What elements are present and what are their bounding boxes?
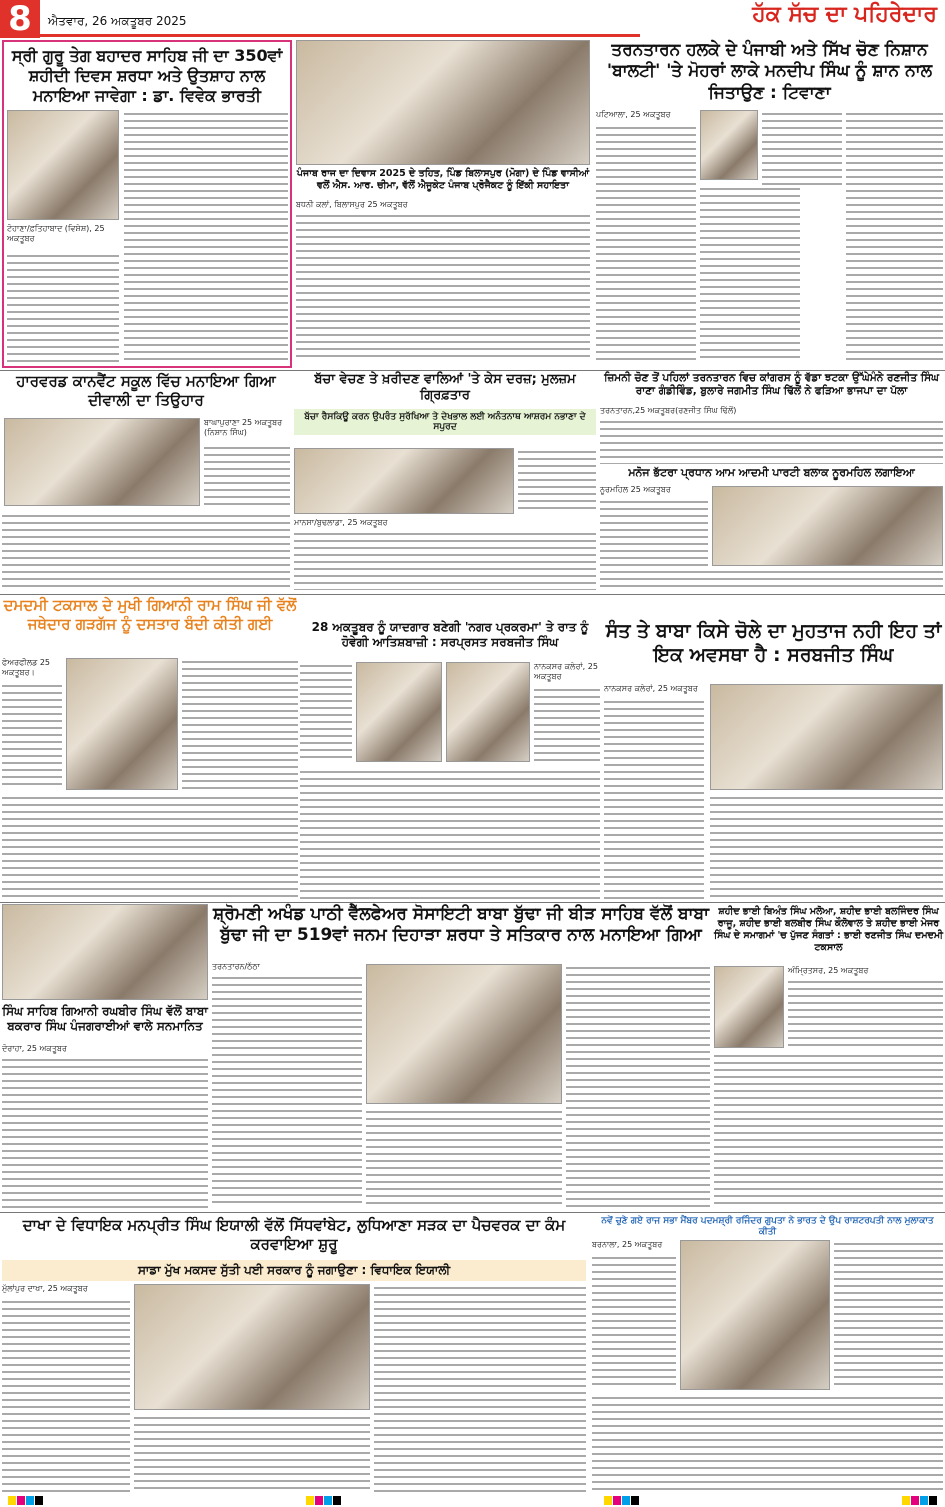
- headline: ਨਵੇਂ ਚੁਣੇ ਗਏ ਰਾਜ ਸਭਾ ਮੈਂਬਰ ਪਦਮਸ਼੍ਰੀ ਰਜਿੰਦਰ ਗੁਪਤਾ ਨੇ ਭਾਰਤ ਦੇ ਉਪ ਰਾਸ਼ਟਰਪਤੀ ਨਾਲ ਮੁਲਾਕਾਤ ਕੀਤੀ: [601, 1216, 934, 1238]
- article-harvard-diwali: [2, 372, 290, 592]
- article-body-text: [600, 568, 943, 590]
- article-body-text: [300, 662, 352, 762]
- article-photo: [680, 1240, 830, 1390]
- article-body-text: [592, 1394, 943, 1492]
- article-photo: [134, 1284, 370, 1410]
- headline: ਪੰਜਾਬ ਰਾਜ ਦਾ ਦਿਵਾਸ 2025 ਦੇ ਤਹਿਤ, ਪਿੰਡ ਬਿਲਾਸਪੁਰ (ਮੋਗਾ) ਦੇ ਪਿੰਡ ਵਾਸੀਆਂ ਵਲੋਂ ਐਸ. ਆਰ. ਚੀਮਾ, ਵੱਲੋਂ ਐਜੂਕੇਟ ਪੰਜਾਬ ਪ੍ਰੋਜੈਕਟ ਨੂੰ ਇੱਕੀ ਸਹਾਇਤਾ: [296, 168, 590, 191]
- column-divider: [0, 902, 945, 903]
- dateline: ਮੁੱਲਾਂਪੁਰ ਦਾਖਾ, 25 ਅਕਤੂਬਰ: [2, 1284, 130, 1294]
- article-photo: [356, 662, 442, 762]
- headline: ਤਰਨਤਾਰਨ ਹਲਕੇ ਦੇ ਪੰਜਾਬੀ ਅਤੇ ਸਿੱਖ ਚੋਣ ਨਿਸ਼ਾਨ 'ਬਾਲਟੀ' 'ਤੇ ਮੋਹਰਾਂ ਲਾਕੇ ਮਨਦੀਪ ਸਿੰਘ ਨੂੰ ਸ਼ਾਨ ਨਾਲ ਜਿਤਾਉਣ : ਟਿਵਾਣਾ: [606, 40, 933, 103]
- dateline: ਅੰਮ੍ਰਿਤਸਰ, 25 ਅਕਤੂਬਰ: [788, 966, 943, 976]
- headline: ਸੰਤ ਤੇ ਬਾਬਾ ਕਿਸੇ ਚੋਲੇ ਦਾ ਮੁਹਤਾਜ ਨਹੀ ਇਹ ਤਾਂ ਇਕ ਅਵਸਥਾ ਹੈ : ਸਰਬਜੀਤ ਸਿੰਘ: [605, 620, 942, 666]
- dateline: ਬਾਘਾਪੁਰਾਣਾ 25 ਅਕਤੂਬਰ (ਨਿਸ਼ਾਨ ਸਿੰਘ): [204, 418, 290, 437]
- article-raghbir-singh: [2, 904, 208, 1210]
- article-photo: [2, 904, 208, 1000]
- article-sant-baba: [604, 620, 943, 902]
- article-body-text: [2, 1298, 130, 1492]
- article-body-text: [2, 1056, 208, 1208]
- article-body-text: [7, 252, 119, 362]
- article-body-text: [374, 1284, 586, 1492]
- article-body-text: [788, 978, 943, 1048]
- article-body-text: [212, 974, 362, 1208]
- article-body-text: [604, 698, 704, 900]
- headline: ਸਿੰਘ ਸਾਹਿਬ ਗਿਆਨੀ ਰਘਬੀਰ ਸਿੰਘ ਵੱਲੋਂ ਬਾਬਾ ਬਕਰਾਰ ਸਿੰਘ ਪੰਜਗਰਾਈਆਂ ਵਾਲੇ ਸਨਮਾਨਿਤ: [2, 1004, 208, 1033]
- article-photo: [446, 662, 530, 762]
- newspaper-logo: ਹੱਕ ਸੱਚ ਦਾ ਪਹਿਰੇਦਾਰ: [752, 2, 937, 27]
- column-divider: [0, 1212, 945, 1213]
- article-damdami-taksal: [2, 596, 298, 901]
- article-body-text: [600, 498, 708, 566]
- article-body-text: [700, 185, 800, 363]
- headline: ਮਨੋਜ ਭੱਟਰਾ ਪ੍ਰਧਾਨ ਆਮ ਆਦਮੀ ਪਾਰਟੀ ਬਲਾਕ ਨੂਰਮਹਿਲ ਲਗਾਇਆ: [628, 466, 915, 479]
- article-body-text: [518, 448, 596, 514]
- article-educate-punjab: [296, 40, 590, 368]
- article-body-text: [134, 1414, 370, 1492]
- article-daakha-mla: [2, 1216, 586, 1494]
- article-photo: [712, 486, 943, 566]
- article-body-text: [596, 124, 696, 362]
- article-photo: [294, 448, 514, 514]
- article-photo: [4, 418, 200, 506]
- headline: 28 ਅਕਤੂਬਰ ਨੂੰ ਯਾਦਗਾਰ ਬਣੇਗੀ 'ਨਗਰ ਪ੍ਰਕਰਮਾ' ਤੇ ਰਾਤ ਨੂੰ ਹੋਵੇਗੀ ਆਤਿਸ਼ਬਾਜ਼ੀ : ਸਰਪ੍ਰਸਤ ਸਰਬਜੀਤ ਸਿੰਘ: [311, 620, 589, 649]
- subheadline: ਸਾਡਾ ਮੁੱਖ ਮਕਸਦ ਸੁੱਤੀ ਪਈ ਸਰਕਾਰ ਨੂੰ ਜਗਾਉਣਾ : ਵਿਧਾਇਕ ਇਯਾਲੀ: [2, 1260, 586, 1281]
- dateline: ਟੋਹਾਣਾ/ਫ਼ਤਿਹਾਬਾਦ (ਵਿਸ਼ੇਸ਼), 25 ਅਕਤੂਬਰ: [7, 224, 119, 243]
- headline: ਦਮਦਮੀ ਟਕਸਾਲ ਦੇ ਮੁਖੀ ਗਿਆਨੀ ਰਾਮ ਸਿੰਘ ਜੀ ਵੱਲੋਂ ਜਥੇਦਾਰ ਗੜਗੱਜ ਨੂੰ ਦਸਤਾਰ ਬੰਦੀ ਕੀਤੀ ਗਈ: [3, 596, 297, 633]
- dateline: ਨਾਨਕਸਰ ਕਲੇਰਾਂ, 25 ਅਕਤੂਬਰ: [604, 684, 704, 694]
- article-body-text: [366, 1108, 562, 1208]
- dateline: ਪਟਿਆਲਾ, 25 ਅਕਤੂਬਰ: [596, 110, 696, 120]
- dateline: ਮਾਨਸਾ/ਬੁਢਲਾਡਾ, 25 ਅਕਤੂਬਰ: [294, 518, 388, 527]
- article-body-text: [846, 110, 943, 362]
- dateline: ਫੇਅਰਫੀਲਡ 25 ਅਕਤੂਬਰ।: [2, 658, 62, 677]
- article-photo: [66, 658, 178, 790]
- article-photo: [7, 110, 119, 220]
- article-photo: [296, 40, 590, 165]
- article-body-text: [710, 794, 943, 900]
- article-body-text: [592, 1254, 676, 1390]
- article-tarntaran-balti: [596, 40, 943, 368]
- article-shaheed-samagam: [714, 906, 943, 1210]
- article-baba-budha-ji: [212, 904, 710, 1210]
- column-divider: [0, 594, 945, 595]
- article-body-text: [300, 768, 600, 900]
- headline: ਜ਼ਿਮਨੀ ਚੋਣ ਤੋਂ ਪਹਿਲਾਂ ਤਰਨਤਾਰਨ ਵਿਚ ਕਾਂਗਰਸ ਨੂੰ ਵੱਡਾ ਝਟਕਾ ਉੱਘੇਮੰਨੇ ਰਣਜੀਤ ਸਿੰਘ ਰਾਣਾ ਗੰਡੀਵਿੰਡ, ਬੁਲਾਰੇ ਜਗਮੀਤ ਸਿੰਘ ਢਿੱਲੋਂ ਨੇ ਫੜਿਆ ਭਾਜਪਾ ਦਾ ਪੱਲਾ: [604, 372, 939, 398]
- dateline: ਨਾਨਕਸਰ ਕਲੇਰਾਂ, 25 ਅਕਤੂਬਰ: [534, 662, 600, 681]
- headline: ਸ਼੍ਰੋਮਣੀ ਅਖੰਡ ਪਾਠੀ ਵੈੱਲਫੇਅਰ ਸੋਸਾਇਟੀ ਬਾਬਾ ਬੁੱਢਾ ਜੀ ਬੀੜ ਸਾਹਿਬ ਵੱਲੋਂ ਬਾਬਾ ਬੁੱਢਾ ਜੀ ਦਾ 519ਵਾਂ ਜਨਮ ਦਿਹਾੜਾ ਸ਼ਰਧਾ ਤੇ ਸਤਿਕਾਰ ਨਾਲ ਮਨਾਇਆ ਗਿਆ: [213, 904, 709, 946]
- subheadline: ਬੱਚਾ ਰੈਸਕਿਊ ਕਰਨ ਉਪਰੰਤ ਸੁਰੱਖਿਆ ਤੇ ਦੇਖਭਾਲ ਲਈ ਅਨੰਤਨਾਥ ਆਸ਼ਰਮ ਨਭਾਣਾ ਦੇ ਸਪੁਰਦ: [294, 409, 596, 435]
- article-body-text: [566, 964, 710, 1208]
- article-photo: [710, 684, 943, 790]
- page-number: 8: [0, 0, 40, 38]
- headline: ਸ਼ਹੀਦ ਭਾਈ ਬਿਅੰਤ ਸਿੰਘ ਮਲੋਆ, ਸ਼ਹੀਦ ਭਾਈ ਬਲਜਿੰਦਰ ਸਿੰਘ ਰਾਜੂ, ਸ਼ਹੀਦ ਭਾਈ ਬਲਬੀਰ ਸਿੰਘ ਕੌਲੋਵਾਲ ਤੇ ਸ਼ਹੀਦ ਭਾਈ ਮੇਜਰ ਸਿੰਘ ਦੇ ਸਮਾਗਮਾਂ 'ਚ ਪੁੱਜਣ ਸੰਗਤਾਂ : ਭਾਈ ਰਣਜੀਤ ਸਿੰਘ ਦਮਦਮੀ ਟਕਸਾਲ: [714, 906, 943, 953]
- article-body-text: [600, 418, 943, 464]
- header-rule: [40, 34, 640, 37]
- article-congress-setback: [600, 372, 943, 592]
- dateline: ਤਰਨਤਾਰਨ,25 ਅਕਤੂਬਰ(ਰਣਜੀਤ ਸਿੰਘ ਢਿੱਲੋਂ): [600, 406, 737, 415]
- article-body-text: [762, 110, 842, 185]
- article-body-text: [296, 212, 590, 362]
- headline: ਬੱਚਾ ਵੇਚਣ ਤੇ ਖ਼ਰੀਦਣ ਵਾਲਿਆਂ 'ਤੇ ਕੇਸ ਦਰਜ਼; ਮੁਲਜ਼ਮ ਗ੍ਰਿਫ਼ਤਾਰ: [314, 372, 576, 404]
- article-body-text: [124, 110, 288, 362]
- dateline: ਤਰਨਤਾਰਨ/ਠੱਠਾ: [212, 962, 362, 972]
- article-rajinder-gupta: [592, 1216, 943, 1494]
- article-body-text: [182, 658, 298, 790]
- dateline: ਦੋਰਾਹਾ, 25 ਅਕਤੂਬਰ: [2, 1044, 67, 1053]
- article-photo: [714, 966, 784, 1048]
- article-body-text: [534, 686, 600, 764]
- article-body-text: [834, 1240, 943, 1390]
- article-body-text: [2, 682, 62, 790]
- dateline: ਬਰਨਾਲਾ, 25 ਅਕਤੂਬਰ: [592, 1240, 676, 1250]
- article-body-text: [714, 1052, 943, 1208]
- headline: ਹਾਰਵਰਡ ਕਾਨਵੈਂਟ ਸਕੂਲ ਵਿੱਚ ਮਨਾਇਆ ਗਿਆ ਦੀਵਾਲੀ ਦਾ ਤਿਉਹਾਰ: [16, 372, 276, 409]
- color-registration-bar: [0, 1496, 945, 1507]
- article-guru-tegh-bahadur: [2, 40, 292, 368]
- article-child-sale-case: [294, 372, 596, 592]
- headline: ਸ੍ਰੀ ਗੁਰੂ ਤੇਗ ਬਹਾਦਰ ਸਾਹਿਬ ਜੀ ਦਾ 350ਵਾਂ ਸ਼ਹੀਦੀ ਦਿਵਸ ਸ਼ਰਧਾ ਅਤੇ ਉਤਸ਼ਾਹ ਨਾਲ ਮਨਾਇਆ ਜਾਵੇਗਾ : ਡਾ. ਵਿਵੇਕ ਭਾਰਤੀ: [11, 46, 283, 105]
- article-nagar-parkarma: [300, 620, 600, 902]
- dateline: ਨੂਰਮਹਿਲ 25 ਅਕਤੂਬਰ: [600, 485, 708, 495]
- issue-date: ਐਤਵਾਰ, 26 ਅਕਤੂਬਰ 2025: [48, 14, 187, 28]
- dateline: ਬਧਨੀ ਕਲਾਂ, ਬਿਲਾਸਪੁਰ 25 ਅਕਤੂਬਰ: [296, 200, 408, 209]
- article-body-text: [204, 444, 290, 507]
- article-body-text: [2, 512, 290, 590]
- column-divider: [0, 370, 945, 371]
- headline: ਦਾਖਾ ਦੇ ਵਿਧਾਇਕ ਮਨਪ੍ਰੀਤ ਸਿੰਘ ਇਯਾਲੀ ਵੱਲੋਂ ਸਿੱਧਵਾਂਬੇਟ, ਲੁਧਿਆਣਾ ਸੜਕ ਦਾ ਪੈਚਵਰਕ ਦਾ ਕੰਮ ਕਰਵਾਇਆ ਸ਼ੁਰੂ: [22, 1216, 566, 1253]
- candidate-photo: [700, 110, 758, 180]
- article-body-text: [2, 794, 298, 898]
- article-body-text: [294, 530, 596, 590]
- article-photo: [366, 964, 562, 1104]
